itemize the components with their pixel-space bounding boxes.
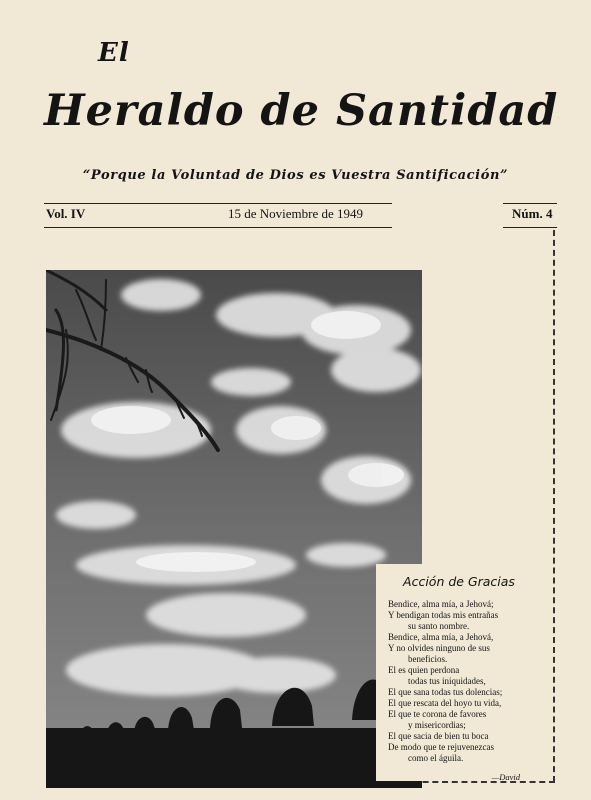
masthead-article: El bbox=[98, 38, 130, 68]
masthead-motto: “Porque la Voluntad de Dios es Vuestra Santificación” bbox=[82, 168, 509, 183]
info-bar-bottom-rule-left bbox=[44, 227, 392, 228]
poem-line: De modo que te rejuvenezcas bbox=[388, 742, 494, 752]
poem-line: Bendice, alma mía, a Jehová; bbox=[388, 599, 494, 609]
poem-line: beneficios. bbox=[408, 654, 448, 664]
poem-line: y misericordias; bbox=[408, 720, 466, 730]
poem-line: El es quien perdona bbox=[388, 665, 460, 675]
poem-line: su santo nombre. bbox=[408, 621, 470, 631]
poem-line: El que te corona de favores bbox=[388, 709, 487, 719]
issue-date: 15 de Noviembre de 1949 bbox=[228, 206, 364, 221]
cover-photograph bbox=[46, 270, 422, 788]
poem-line: todas tus iniquidades, bbox=[408, 676, 486, 686]
info-bar-top-rule-right bbox=[503, 203, 557, 204]
poem-line: El que rescata del hoyo tu vida, bbox=[388, 698, 502, 708]
poem-author: —David bbox=[491, 772, 520, 782]
issue-number: Núm. 4 bbox=[512, 206, 553, 221]
poem-title: Acción de Gracias bbox=[403, 574, 515, 589]
issue-volume: Vol. IV bbox=[46, 206, 86, 221]
poem-line: como el águila. bbox=[408, 753, 464, 763]
poem-body bbox=[388, 599, 524, 764]
poem-box bbox=[376, 564, 534, 781]
dashed-frame-right bbox=[553, 230, 555, 782]
masthead-title: Heraldo de Santidad bbox=[44, 86, 559, 136]
sky-photo-illustration bbox=[46, 270, 422, 788]
info-bar-bottom-rule-right bbox=[503, 227, 557, 228]
poem-line: El que sacia de bien tu boca bbox=[388, 731, 489, 741]
poem-line: Y bendigan todas mis entrañas bbox=[388, 610, 499, 620]
poem-line: El que sana todas tus dolencias; bbox=[388, 687, 503, 697]
poem-line: Bendice, alma mía, a Jehová, bbox=[388, 632, 494, 642]
poem-line: Y no olvides ninguno de sus bbox=[388, 643, 490, 653]
info-bar-top-rule-left bbox=[44, 203, 392, 204]
